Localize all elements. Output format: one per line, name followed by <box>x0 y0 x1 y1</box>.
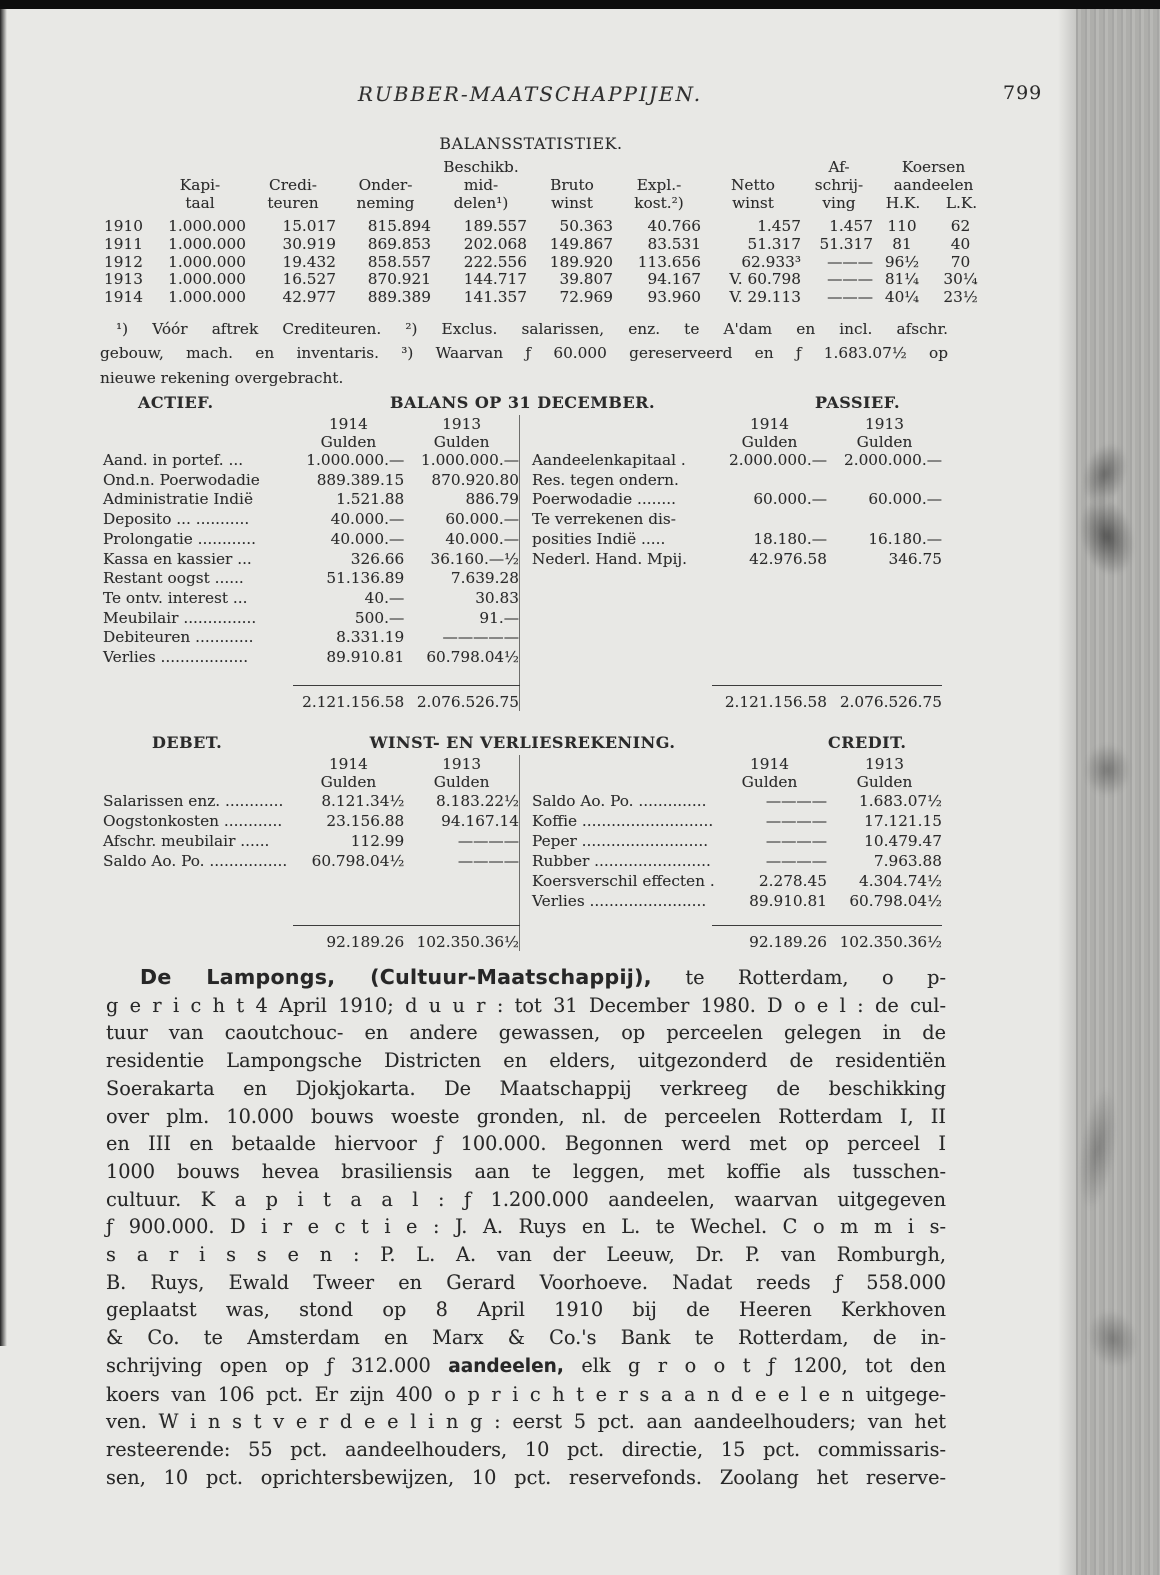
list-item: Restant oogst ...... 51.136.89 7.639.28 <box>103 569 519 588</box>
list-item: Verlies ........................ 89.910.81 60.798.04½ <box>532 892 942 910</box>
list-item: Saldo Ao. Po. .............. ———— 1.683.07½ <box>532 792 942 810</box>
text-line: 1000 bouws hevea brasiliensis aan te leggen, met koffie als tusschen- <box>106 1159 946 1183</box>
credit-label: CREDIT. <box>828 733 907 752</box>
scan-artifact <box>1068 1077 1127 1221</box>
text-line: resteerende: 55 pct. aandeelhouders, 10 pct. directie, 15 pct. commissaris- <box>106 1437 946 1461</box>
balance-sheet-title: BALANS OP 31 DECEMBER. <box>389 393 656 412</box>
list-item: posities Indië ..... 18.180.— 16.180.— <box>532 529 942 548</box>
footnotes <box>100 317 948 391</box>
list-item: Meubilair ............... 500.— 91.— <box>103 608 519 627</box>
list-item: Te ontv. interest ... 40.— 30.83 <box>103 588 519 607</box>
passief-total: 2.121.156.58 2.076.526.75 <box>532 685 944 711</box>
list-item: Peper .......................... ———— 10.479.47 <box>532 832 942 850</box>
list-item: Saldo Ao. Po. ................ 60.798.04½ ———— <box>103 852 519 870</box>
list-item: Administratie Indië 1.521.88 886.79 <box>103 490 519 509</box>
text-line: & Co. te Amsterdam en Marx & Co.'s Bank te Rotterdam, de in- <box>106 1326 946 1350</box>
text-line: en III en betaalde hiervoor ƒ 100.000. Begonnen werd met op perceel I <box>106 1132 946 1156</box>
list-item: Debiteuren ............ 8.331.19 ————— <box>103 628 519 647</box>
list-item: Kassa en kassier ... 326.66 36.160.—½ <box>103 549 519 568</box>
year-header: 1914 <box>328 755 368 773</box>
list-item: Afschr. meubilair ...... 112.99 ———— <box>103 832 519 850</box>
table-row-1910: 1910 1.000.000 15.017 815.894 189.557 50.363 40.766 1.457 1.457 110 62 <box>104 217 971 235</box>
text-line: geplaatst was, stond op 8 April 1910 bij de Heeren Kerkhoven <box>106 1298 946 1322</box>
currency-header: Gulden <box>856 433 913 451</box>
text-line: ven. W i n s t v e r d e e l i n g : eerst 5 pct. aan aandeelhouders; van het <box>106 1410 946 1434</box>
list-item: Koffie ........................... ———— 17.121.15 <box>532 812 942 830</box>
header-row: taal teuren neming delen¹) winst kost.²) winst ving H.K. L.K. <box>185 194 978 212</box>
table-row-1911: 1911 1.000.000 30.919 869.853 202.068 149.867 83.531 51.317 51.317 81 40 <box>104 234 971 253</box>
chapter-title: RUBBER-MAATSCHAPPIJEN. <box>357 82 703 106</box>
balance-sheet-headers <box>0 393 1050 415</box>
list-item: Salarissen enz. ............ 8.121.34½ 8.183.22½ <box>103 792 519 810</box>
list-item: Verlies .................. 89.910.81 60.798.04½ <box>103 648 519 667</box>
header-row <box>100 158 992 176</box>
table-row-1914: 1914 1.000.000 42.977 889.389 141.357 72.969 93.960 V. 29.113 ——— 40¼ 23½ <box>104 288 978 307</box>
actief-column <box>103 415 520 711</box>
text-line: B. Ruys, Ewald Tweer en Gerard Voorhoeve. Nadat reeds ƒ 558.000 <box>106 1270 946 1294</box>
actief-total: 2.121.156.58 2.076.526.75 <box>103 685 519 711</box>
currency-header: Gulden <box>856 773 913 791</box>
text-line: ƒ 900.000. D i r e c t i e : J. A. Ruys en L. te Wechel. C o m m i s- <box>106 1215 946 1239</box>
statistics-table-header <box>100 158 992 212</box>
list-item: Rubber ........................ ———— 7.963.88 <box>532 852 942 870</box>
list-item: Aand. in portef. ... 1.000.000.— 1.000.000.— <box>103 451 519 469</box>
currency-header: Gulden <box>741 773 798 791</box>
profit-loss-headers <box>0 733 1050 755</box>
text-line: tuur van caoutchouc- en andere gewassen, op perceelen gelegen in de <box>106 1021 946 1045</box>
text-line: De Lampongs, (Cultuur-Maatschappij), te Rotterdam, o p- <box>140 965 947 989</box>
emphasized-word: aandeelen, <box>448 1355 564 1377</box>
text-line: s a r i s s e n : P. L. A. van der Leeuw, Dr. P. van Romburgh, <box>106 1243 946 1267</box>
passief-label: PASSIEF. <box>815 393 901 412</box>
text-line: cultuur. K a p i t a a l : ƒ 1.200.000 aandeelen, waarvan uitgegeven <box>106 1187 946 1211</box>
company-name: De Lampongs, (Cultuur-Maatschappij), <box>140 965 652 989</box>
year-header: 1914 <box>328 415 368 433</box>
list-item: Prolongatie ............ 40.000.— 40.000.— <box>103 529 519 548</box>
scan-artifact <box>1080 739 1135 801</box>
list-item: Oogstonkosten ............ 23.156.88 94.167.14 <box>103 812 519 830</box>
year-header: 1914 <box>750 415 789 433</box>
year-header: 1913 <box>442 755 482 773</box>
list-item: Nederl. Hand. Mpij. 42.976.58 346.75 <box>532 549 942 568</box>
currency-header: Gulden <box>320 773 377 791</box>
scan-right-edge <box>1076 9 1160 1575</box>
list-item: Koersverschil effecten . 2.278.45 4.304.74½ <box>532 872 942 890</box>
running-head <box>100 82 1043 106</box>
currency-header: Gulden <box>320 433 377 451</box>
passief-column <box>532 415 944 711</box>
footnote-line: gebouw, mach. en inventaris. ³) Waarvan ƒ 60.000 gereserveerd en ƒ 1.683.07½ op <box>100 344 948 363</box>
footnote-line: ¹) Vóór aftrek Crediteuren. ²) Exclus. salarissen, enz. te A'dam en incl. afschr. <box>116 319 948 338</box>
text-line: schrijving open op ƒ 312.000 aandeelen, elk g r o o t ƒ 1200, tot den <box>106 1353 946 1377</box>
year-header: 1913 <box>865 415 904 433</box>
profit-loss-title: WINST- EN VERLIESREKENING. <box>369 733 676 752</box>
text-line: sen, 10 pct. oprichtersbewijzen, 10 pct. reservefonds. Zoolang het reserve- <box>106 1465 946 1489</box>
text-line: koers van 106 pct. Er zijn 400 o p r i c h t e r s a a n d e e l e n uitgege- <box>106 1382 946 1406</box>
header-row: Kapi- Credi- Onder- mid- Bruto Expl.- Netto schrij- aandeelen <box>179 176 974 194</box>
text-line: over plm. 10.000 bouws woeste gronden, nl. de perceelen Rotterdam I, II <box>106 1104 946 1128</box>
text-line: residentie Lampongsche Districten en elders, uitgezonderd de residentiën <box>106 1049 946 1073</box>
table-row-1912: 1912 1.000.000 19.432 858.557 222.556 189.920 113.656 62.933³ ——— 96½ 70 <box>104 252 971 271</box>
list-item: Poerwodadie ........ 60.000.— 60.000.— <box>532 490 942 509</box>
year-header: 1914 <box>750 755 789 773</box>
list-item: Ond.n. Poerwodadie 889.389.15 870.920.80 <box>103 470 519 489</box>
col-koersen: Koersen <box>901 158 966 176</box>
debet-label: DEBET. <box>152 733 223 752</box>
page-fold-shadow <box>1058 9 1076 1575</box>
currency-header: Gulden <box>433 433 490 451</box>
statistics-title: BALANSSTATISTIEK. <box>439 134 623 153</box>
balance-statistics-section <box>100 134 992 390</box>
profit-loss-section <box>0 733 1050 951</box>
year-header: 1913 <box>442 415 482 433</box>
actief-label: ACTIEF. <box>138 393 214 412</box>
scan-artifact <box>1072 1295 1154 1383</box>
company-description <box>106 964 946 1491</box>
text-line: Soerakarta en Djokjokarta. De Maatschappij verkreeg de beschikking <box>106 1076 946 1100</box>
year-header: 1913 <box>865 755 904 773</box>
balance-sheet-section <box>0 393 1050 711</box>
footnote-line: nieuwe rekening overgebracht. <box>100 368 344 387</box>
list-item: Res. tegen ondern. <box>532 470 679 489</box>
debet-total: 92.189.26 102.350.36½ <box>103 925 519 951</box>
currency-header: Gulden <box>741 433 798 451</box>
col-afschrijving: Af- <box>828 158 850 176</box>
page-number: 799 <box>1003 82 1043 104</box>
list-item: Te verrekenen dis- <box>532 510 676 529</box>
statistics-table <box>100 158 992 307</box>
debet-column <box>103 755 520 951</box>
credit-column <box>532 755 944 951</box>
currency-header: Gulden <box>433 773 490 791</box>
list-item: Aandeelenkapitaal . 2.000.000.— 2.000.000.— <box>532 451 942 469</box>
table-row-1913: 1913 1.000.000 16.527 870.921 144.717 39.807 94.167 V. 60.798 ——— 81¼ 30¼ <box>104 270 978 289</box>
col-beschikb: Beschikb. <box>443 158 519 176</box>
text-line: g e r i c h t 4 April 1910; d u u r : tot 31 December 1980. D o e l : de cul- <box>106 993 946 1017</box>
credit-total: 92.189.26 102.350.36½ <box>532 925 944 951</box>
scan-artifact <box>1065 483 1149 591</box>
list-item: Deposito ... ........... 40.000.— 60.000.— <box>103 510 519 529</box>
scan-top-edge <box>0 0 1160 9</box>
